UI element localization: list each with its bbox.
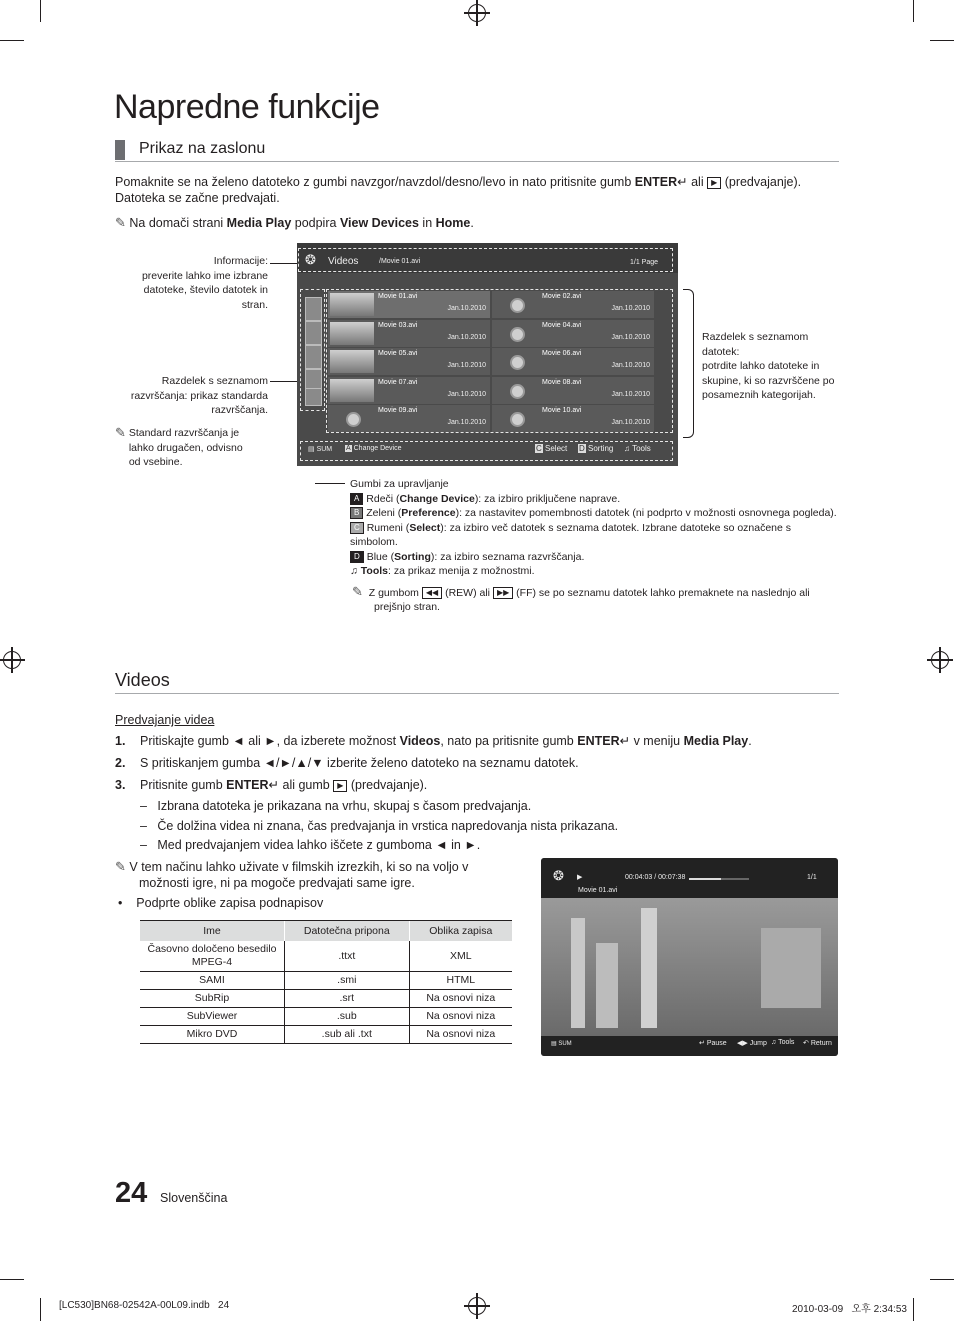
file-date: Jan.10.2010 [447, 390, 486, 398]
file-date: Jan.10.2010 [611, 333, 650, 341]
thumbnail [494, 322, 538, 345]
pencil-note-icon: ✎ [115, 859, 126, 874]
table-header: Oblika zapisa [409, 921, 512, 942]
film-reel-icon [346, 412, 361, 427]
thumbnail [494, 350, 538, 373]
crop-mark [40, 1298, 41, 1321]
file-tile[interactable] [492, 377, 654, 404]
file-name: Movie 05.avi [378, 350, 418, 357]
callout-sort-list: Razdelek s seznamom razvrščanja: prikaz standarda razvrščanja. [130, 375, 268, 416]
control-buttons-heading: Gumbi za upravljanje [350, 478, 449, 490]
change-device-button[interactable]: A Change Device [346, 445, 402, 452]
return-button[interactable]: ↶ Return [803, 1040, 832, 1047]
file-name: Movie 01.avi [378, 293, 418, 300]
video-category-icon: ❂ [553, 868, 564, 883]
sum-button[interactable]: ▤ SUM [551, 1041, 572, 1047]
file-name: Movie 06.avi [542, 350, 582, 357]
film-reel-icon [510, 412, 525, 427]
giraffe-image [571, 918, 585, 1028]
table-header: Ime [140, 921, 285, 942]
pencil-note-icon: ✎ [115, 215, 126, 230]
media-play-screenshot [297, 243, 678, 466]
enter-icon: ↵ [677, 175, 688, 189]
table-row: SubRip .srt Na osnovi niza [140, 990, 512, 1008]
file-tile[interactable] [328, 405, 490, 432]
file-date: Jan.10.2010 [447, 419, 486, 426]
file-name: Movie 07.avi [378, 378, 418, 386]
page-title: Napredne funkcije [114, 88, 380, 126]
file-date: Jan.10.2010 [611, 362, 650, 369]
videos-subheading: Predvajanje videa [115, 713, 215, 727]
control-buttons-description [350, 477, 850, 615]
file-name: Movie 03.avi [378, 321, 418, 329]
crop-mark [0, 40, 24, 41]
bullet-item: • Podprte oblike zapisa podnapisov [118, 896, 324, 910]
thumbnail [494, 407, 538, 430]
game-note: ✎ V tem načinu lahko uživate v filmskih izrezkih, ki so na voljo v možnosti igre, ni pa mogoče predvajati same igre. [115, 859, 469, 890]
tools-icon: ♫ [350, 565, 358, 577]
file-name: Movie 08.avi [542, 378, 582, 386]
jump-button[interactable]: ◀▶ Jump [737, 1040, 767, 1047]
tools-icon: ♫ [624, 444, 630, 453]
footer-datetime: 2010-03-09 오후 2:34:53 [792, 1304, 907, 1315]
left-right-icon: ◀▶ [737, 1040, 748, 1047]
thumbnail [330, 407, 374, 430]
section-marker [115, 140, 125, 160]
file-date: Jan.10.2010 [611, 305, 650, 312]
file-list-bracket [683, 289, 694, 438]
file-tile[interactable] [328, 348, 490, 375]
footer-file: [LC530]BN68-02542A-00L09.indb 24 [59, 1300, 230, 1311]
tv-header-page: 1/1 Page [630, 259, 659, 266]
rewind-icon: ◀◀ [422, 587, 442, 599]
sort-favorite-icon[interactable] [305, 388, 322, 406]
table-header: Datotečna pripona [285, 921, 410, 942]
player-time: 00:04:03 / 00:07:38 [625, 874, 686, 881]
tools-button[interactable]: ♫ Tools [624, 444, 651, 453]
film-reel-icon [510, 384, 525, 399]
crop-mark [930, 40, 954, 41]
file-date: Jan.10.2010 [447, 333, 486, 341]
callout-line [315, 483, 345, 484]
crop-mark [913, 1298, 914, 1321]
callout-line [270, 381, 298, 382]
file-date: Jan.10.2010 [611, 419, 650, 426]
dash-item: – Med predvajanjem videa lahko iščete z gumboma ◄ in ►. [140, 838, 481, 852]
file-date: Jan.10.2010 [447, 305, 486, 312]
thumbnail [494, 379, 538, 402]
video-player-screenshot [541, 858, 838, 1056]
pencil-note-icon: ✎ [352, 583, 363, 599]
registration-mark-icon [468, 1297, 486, 1315]
sorting-button[interactable]: D Sorting [579, 444, 614, 453]
red-button-desc: A Rdeči (Change Device): za izbiro priključene naprave. [350, 492, 850, 507]
thumbnail [330, 293, 374, 316]
giraffe-image [761, 928, 821, 1008]
note-media-play: ✎ Na domači strani Media Play podpira View Devices in Home. [115, 215, 474, 230]
crop-mark [40, 0, 41, 22]
file-tile[interactable] [328, 291, 490, 318]
giraffe-image [596, 943, 618, 1028]
file-name: Movie 10.avi [542, 407, 582, 414]
callout-info: Informacije: preverite lahko ime izbrane datoteke, število datotek in stran. [141, 255, 268, 311]
footer-language: Slovenščina [160, 1191, 228, 1205]
sort-date-icon[interactable] [305, 345, 322, 369]
progress-track [689, 878, 749, 880]
tv-header-label: Videos [328, 256, 359, 267]
section-heading: Prikaz na zaslonu [139, 140, 266, 157]
crop-mark [0, 1279, 24, 1280]
callout-sort-note: ✎ Standard razvrščanja je lahko drugačen, odvisno od vsebine. [115, 425, 243, 468]
pause-button[interactable]: ↵ Pause [699, 1040, 727, 1047]
yellow-button-desc: C Rumeni (Select): za izbiro več datotek s seznama datotek. Izbrane datoteke so označene s simbolom. [350, 521, 792, 548]
file-date: Jan.10.2010 [447, 362, 486, 369]
table-row: Časovno določeno besedilo MPEG-4 .ttxt XML [140, 941, 512, 972]
file-tile[interactable] [492, 291, 654, 318]
intro-paragraph: Pomaknite se na želeno datoteko z gumbi navzgor/navzdol/desno/levo in nato pritisnite gumb ENTER↵ ali ▶ (predvajanje). Datoteka se začne predvajati. [115, 175, 802, 205]
videos-heading: Videos [115, 670, 170, 690]
enter-icon: ↵ [268, 778, 280, 792]
crop-mark [913, 0, 914, 22]
film-reel-icon [510, 355, 525, 370]
film-reel-icon [510, 298, 525, 313]
play-icon: ▶ [333, 780, 347, 792]
film-reel-icon [510, 327, 525, 342]
step-3: 3. Pritisnite gumb ENTER↵ ali gumb ▶ (predvajanje). [115, 778, 428, 792]
blue-button-desc: D Blue (Sorting): za izbiro seznama razvrščanja. [350, 550, 850, 565]
sum-button[interactable]: ▤ SUM [308, 446, 333, 453]
table-row: SAMI .smi HTML [140, 972, 512, 990]
step-1: 1. Pritiskajte gumb ◄ ali ►, da izberete možnost Videos, nato pa pritisnite gumb ENTER↵ v meniju Media Play. [115, 734, 752, 748]
select-button[interactable]: C Select [536, 444, 568, 453]
table-row: SubViewer .sub Na osnovi niza [140, 1008, 512, 1026]
thumbnail [330, 350, 374, 373]
file-name: Movie 02.avi [542, 293, 582, 300]
file-tile[interactable] [492, 405, 654, 432]
return-icon: ↶ [803, 1040, 809, 1047]
dash-item: – Izbrana datoteka je prikazana na vrhu, skupaj s časom predvajanja. [140, 799, 532, 813]
file-tile[interactable] [328, 320, 490, 347]
tools-button-desc: ♫ Tools: za prikaz menija z možnostmi. [350, 565, 535, 577]
registration-mark-icon [3, 651, 21, 669]
giraffe-image [641, 908, 657, 1028]
file-date: Jan.10.2010 [611, 390, 650, 398]
player-count: 1/1 [807, 874, 817, 881]
pencil-note-icon: ✎ [115, 425, 126, 440]
enter-icon: ↵ [619, 734, 631, 748]
registration-mark-icon [931, 651, 949, 669]
video-category-icon: ❂ [305, 252, 316, 267]
file-tile[interactable] [328, 377, 490, 404]
section-rule [115, 693, 839, 694]
thumbnail [494, 293, 538, 316]
file-tile[interactable] [492, 320, 654, 347]
registration-mark-icon [468, 4, 486, 22]
play-icon: ▶ [707, 177, 721, 189]
rew-ff-note: ✎ Z gumbom ◀◀ (REW) ali ▶▶ (FF) se po seznamu datotek lahko premaknete na naslednjo ali prejšnjo stran. [352, 583, 810, 613]
fast-forward-icon: ▶▶ [493, 587, 513, 599]
sort-folder-icon[interactable] [305, 297, 322, 321]
section-rule [115, 161, 839, 162]
tools-button[interactable]: ♫ Tools [771, 1039, 795, 1046]
player-file: Movie 01.avi [578, 887, 618, 894]
callout-line [270, 263, 298, 264]
callout-file-list: Razdelek s seznamom datotek: potrdite lahko datoteke in skupine, ki so razvrščene po posameznih kategorijah. [702, 331, 835, 401]
thumbnail [330, 379, 374, 402]
progress-fill [689, 878, 721, 880]
page-number: 24 [115, 1177, 148, 1209]
subtitle-format-table [140, 920, 512, 1044]
step-2: 2. S pritiskanjem gumba ◄/►/▲/▼ izberite želeno datoteko na seznamu datotek. [115, 756, 579, 770]
file-name: Movie 09.avi [378, 407, 418, 414]
dash-item: – Če dolžina videa ni znana, čas predvajanja in vrstica napredovanja nista prikazana. [140, 819, 619, 833]
green-button-desc: B Zeleni (Preference): za nastavitev pomembnosti datotek (ni podprto v možnosti osnovnega pogleda). [350, 506, 850, 521]
tv-header-path: /Movie 01.avi [379, 258, 421, 265]
play-state-icon: ▶ [577, 874, 583, 881]
file-name: Movie 04.avi [542, 321, 582, 329]
tools-icon: ♫ [771, 1039, 777, 1046]
file-tile[interactable] [492, 348, 654, 375]
sort-title-icon[interactable] [305, 321, 322, 345]
crop-mark [930, 1279, 954, 1280]
table-row: Mikro DVD .sub ali .txt Na osnovi niza [140, 1026, 512, 1044]
thumbnail [330, 322, 374, 345]
enter-icon: ↵ [699, 1040, 705, 1047]
